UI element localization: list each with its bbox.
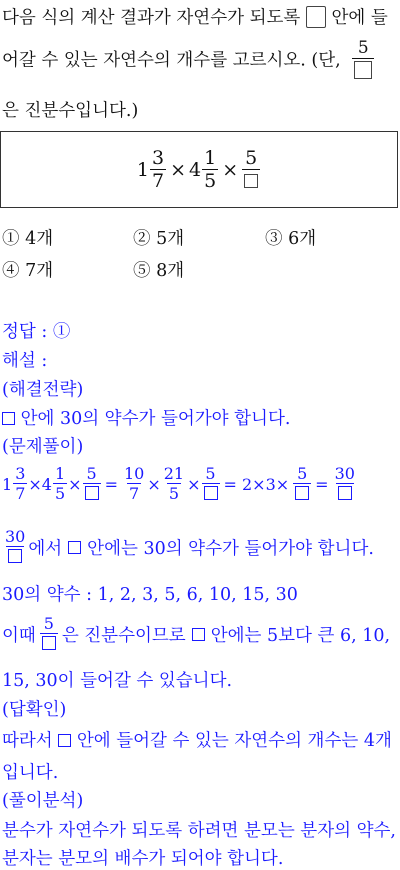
blank-box [295,486,309,500]
condition-fraction: 5 [352,40,374,82]
choice-5[interactable]: ⑤ 8개 [133,261,185,281]
question-line-1: 다음 식의 계산 결과가 자연수가 되도록 안에 들 [2,8,388,28]
unknown-fraction: 5 [242,149,260,191]
explain-label: 해설 : [2,351,48,371]
blank-box [244,174,258,188]
analysis-text-1: 분수가 자연수가 되도록 하려면 분모는 분자의 약수, [2,821,396,841]
then-statement: 30 에서 안에는 30의 약수가 들어가야 합니다. [2,529,374,565]
choice-3[interactable]: ③ 6개 [265,229,317,249]
choice-2[interactable]: ② 5개 [133,229,185,249]
check-heading: (답확인) [2,700,67,720]
question-line-3: 은 진분수입니다.) [2,101,139,121]
choice-1[interactable]: ① 4개 [2,229,54,249]
analysis-heading: (풀이분석) [2,791,84,811]
blank-box [354,61,372,79]
check-text-2: 입니다. [2,763,59,783]
choice-4[interactable]: ④ 7개 [2,261,54,281]
mixed-number-2: 4 $\frac{1}{5}$ [189,146,217,192]
blank-box [2,412,15,425]
when-statement: 이때 5 은 진분수이므로 안에는 5보다 큰 6, 10, [2,616,390,652]
blank-box [68,541,81,554]
calculation: 1 $\frac{3}{7}$ × 4 $\frac{1}{5}$ × 5 = $\frac{10}{7}$ × $\frac{21}{5}$ × 5 = 2×3× 5 = 30 [2,464,355,503]
blank-box [8,549,22,563]
blank-box [338,486,352,500]
blank-box [42,636,56,650]
strategy-heading: (해결전략) [2,380,84,400]
divisors: 30의 약수 : 1, 2, 3, 5, 6, 10, 15, 30 [2,585,298,605]
mixed-number-1: 1 $\frac{3}{7}$ [136,146,165,192]
analysis-text-2: 분자는 분모의 배수가 되어야 합니다. [2,849,284,869]
blank-box [306,6,326,28]
blank-box [204,486,218,500]
blank-box [85,486,99,500]
question-line-2: 어갈 수 있는 자연수의 개수를 고르시오. (단, 5 [2,40,375,82]
blank-box [192,628,205,641]
answer: 정답 : ① [2,322,71,342]
blank-box [58,734,71,747]
formula-box: 1 $\frac{3}{7}$ × 4 $\frac{1}{5}$ × 5 [0,131,398,208]
strategy-text: 안에 30의 약수가 들어가야 합니다. [2,405,290,430]
when-statement-2: 15, 30이 들어갈 수 있습니다. [2,671,233,691]
work-heading: (문제풀이) [2,437,84,457]
check-text: 따라서 안에 들어갈 수 있는 자연수의 개수는 4개 [2,731,392,751]
